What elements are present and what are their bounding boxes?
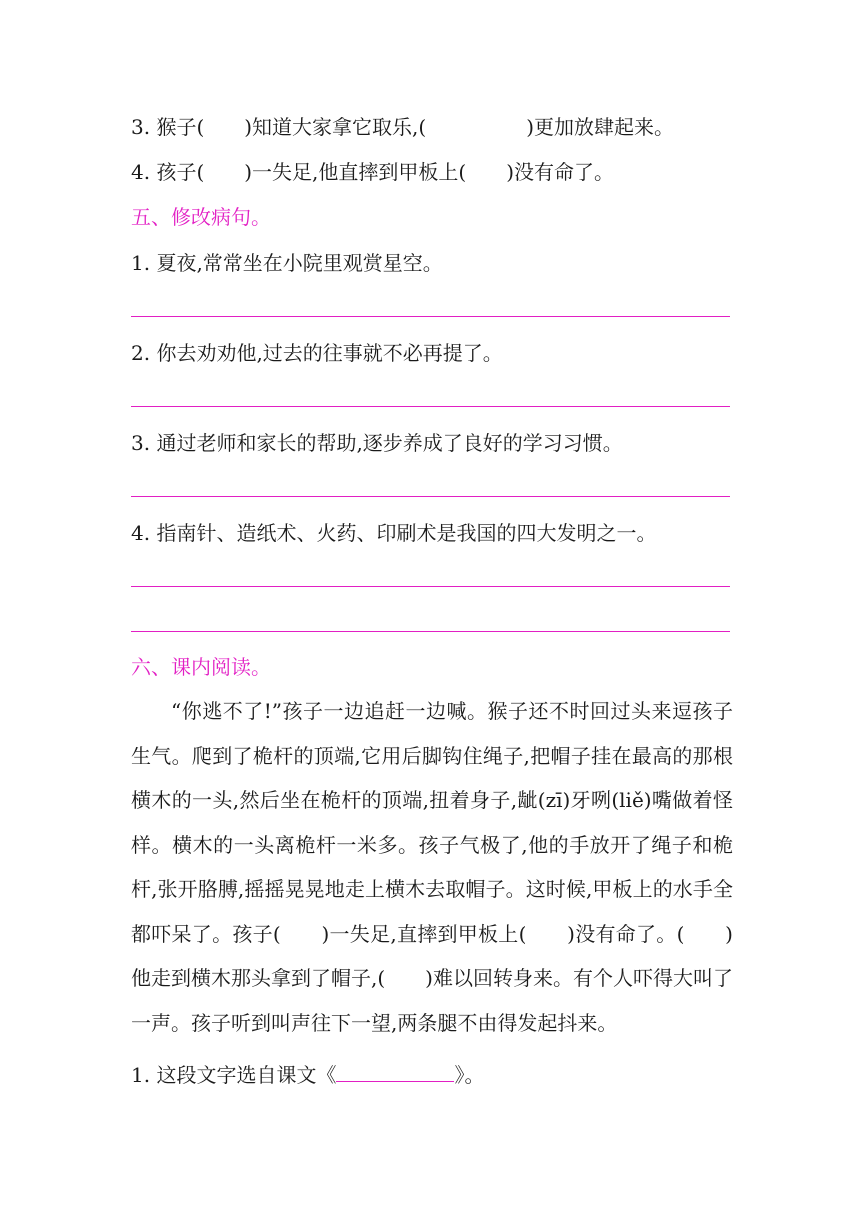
question-1-suffix: 》。: [454, 1063, 485, 1087]
answer-line[interactable]: [131, 631, 730, 632]
section-6-heading: 六、课内阅读。: [131, 655, 271, 679]
revise-item-4: 4. 指南针、造纸术、火药、印刷术是我国的四大发明之一。: [131, 521, 657, 545]
answer-blank[interactable]: [336, 1061, 454, 1082]
revise-item-3: 3. 通过老师和家长的帮助,逐步养成了良好的学习习惯。: [131, 431, 623, 455]
question-1-prefix: 1. 这段文字选自课文《: [131, 1063, 337, 1087]
section-5-heading: 五、修改病句。: [131, 205, 271, 229]
revise-item-1: 1. 夏夜,常常坐在小院里观赏星空。: [131, 251, 443, 275]
answer-line[interactable]: [131, 496, 730, 497]
reading-passage: “你逃不了!”孩子一边追赶一边喊。猴子还不时回过头来逗孩子生气。爬到了桅杆的顶端,它用后脚钩住绳子,把帽子挂在最高的那根横木的一头,然后坐在桅杆的顶端,扭着身子,龇(zī)牙咧(liě)嘴做着怪样。横木的一头离桅杆一米多。孩子气极了,他的手放开了绳子和桅杆,张开胳膊,摇摇晃晃地走上横木去取帽子。这时候,甲板上的水手全都吓呆了。孩子( )一失足,直摔到甲板上( )没有命了。( )他走到横木那头拿到了帽子,( )难以回转身来。有个人吓得大叫了一声。孩子听到叫声往下一望,两条腿不由得发起抖来。: [131, 699, 733, 1035]
fill-in-question-3: 3. 猴子( )知道大家拿它取乐,( )更加放肆起来。: [131, 115, 675, 139]
reading-question-1: [131, 1060, 484, 1090]
answer-line[interactable]: [131, 586, 730, 587]
fill-in-question-4: 4. 孩子( )一失足,他直摔到甲板上( )没有命了。: [131, 160, 615, 184]
revise-item-2: 2. 你去劝劝他,过去的往事就不必再提了。: [131, 341, 503, 365]
answer-line[interactable]: [131, 406, 730, 407]
answer-line[interactable]: [131, 316, 730, 317]
